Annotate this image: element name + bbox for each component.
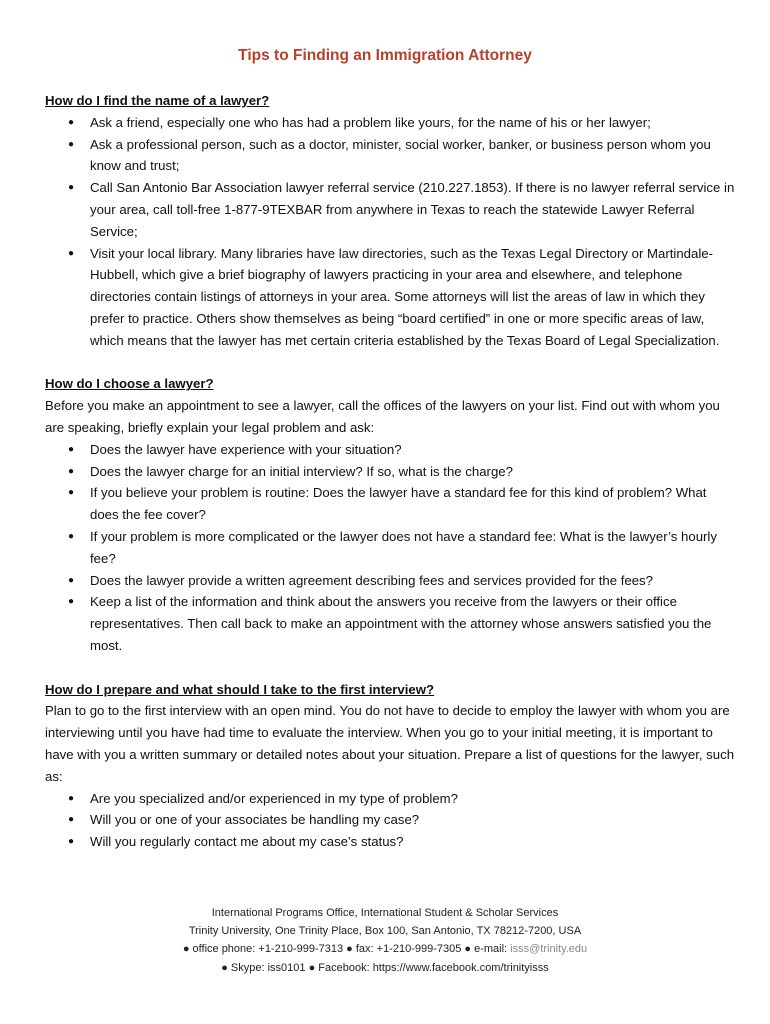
section-prepare-interview	[45, 679, 735, 853]
list-item: ● Does the lawyer charge for an initial interview? If so, what is the charge?	[45, 461, 735, 483]
list-item: ● Call San Antonio Bar Association lawyer referral service (210.227.1853). If there is no lawyer referral service in your area, call toll-free 1-877-9TEXBAR from anywhere in Texas to reach the statewide Lawyer Referral Service;	[45, 177, 735, 242]
list-item: ● Will you regularly contact me about my case’s status?	[45, 831, 735, 853]
list-item: ● Will you or one of your associates be handling my case?	[45, 809, 735, 831]
bullet-list	[45, 439, 735, 657]
footer-phone-fax: ● office phone: +1-210-999-7313 ● fax: +1-210-999-7305 ● e-mail:	[182, 943, 511, 956]
document-body	[45, 90, 735, 853]
list-item: ● Visit your local library. Many libraries have law directories, such as the Texas Legal Directory or Martindale-Hubbell, which give a brief biography of lawyers practicing in your area and elsewhere, and telephone directories contain listings of attorneys in your area. Some attorneys will list the areas of law in which they prefer to practice. Others show themselves as being “board certified” in one or more specific areas of law, which means that the lawyer has met certain criteria established by the Texas Board of Legal Specialization.	[45, 243, 735, 352]
bullet-list	[45, 788, 735, 853]
list-item: ● If your problem is more complicated or the lawyer does not have a standard fee: What is the lawyer’s hourly fee?	[45, 526, 735, 570]
list-item: ● Keep a list of the information and think about the answers you receive from the lawyers or their office representatives. Then call back to make an appointment with the attorney whose answers satisfied you the most.	[45, 591, 735, 656]
document-title: Tips to Finding an Immigration Attorney	[238, 47, 532, 64]
list-item: ● Ask a friend, especially one who has had a problem like yours, for the name of his or her lawyer;	[45, 112, 735, 134]
section-heading: How do I find the name of a lawyer?	[45, 93, 270, 108]
list-item: ● Are you specialized and/or experienced in my type of problem?	[45, 788, 735, 810]
section-heading: How do I choose a lawyer?	[45, 376, 214, 392]
list-item: ● Does the lawyer provide a written agreement describing fees and services provided for the fees?	[45, 570, 735, 592]
footer-address: Trinity University, One Trinity Place, Box 100, San Antonio, TX 78212-7200, USA	[188, 925, 582, 938]
bullet-list	[45, 112, 735, 352]
section-intro: Plan to go to the first interview with an open mind. You do not have to decide to employ the lawyer with whom you are interviewing until you have had time to evaluate the interview. When you go to your initial meeting, it is important to have with you a written summary or detailed notes about your situation. Prepare a list of questions for the lawyer, such as:	[45, 703, 735, 784]
footer-office: International Programs Office, International Student & Scholar Services	[211, 907, 559, 919]
list-item: ● If you believe your problem is routine: Does the lawyer have a standard fee for this kind of problem? What does the fee cover?	[45, 482, 735, 526]
footer-contact	[0, 940, 770, 958]
section-find-lawyer	[45, 90, 735, 352]
page-footer	[0, 904, 770, 977]
list-item: ● Ask a professional person, such as a doctor, minister, social worker, banker, or business person whom you know and trust;	[45, 134, 735, 178]
section-intro: Before you make an appointment to see a lawyer, call the offices of the lawyers on your list. Find out with whom you are speaking, briefly explain your legal problem and ask:	[45, 398, 720, 435]
footer-social: ● Skype: iss0101 ● Facebook: https://www.facebook.com/trinityisss	[221, 961, 549, 974]
footer-email-link[interactable]: isss@trinity.edu	[510, 943, 588, 956]
section-choose-lawyer	[45, 373, 735, 656]
list-item: ● Does the lawyer have experience with your situation?	[45, 439, 735, 461]
section-heading: How do I prepare and what should I take to the first interview?	[45, 681, 435, 697]
